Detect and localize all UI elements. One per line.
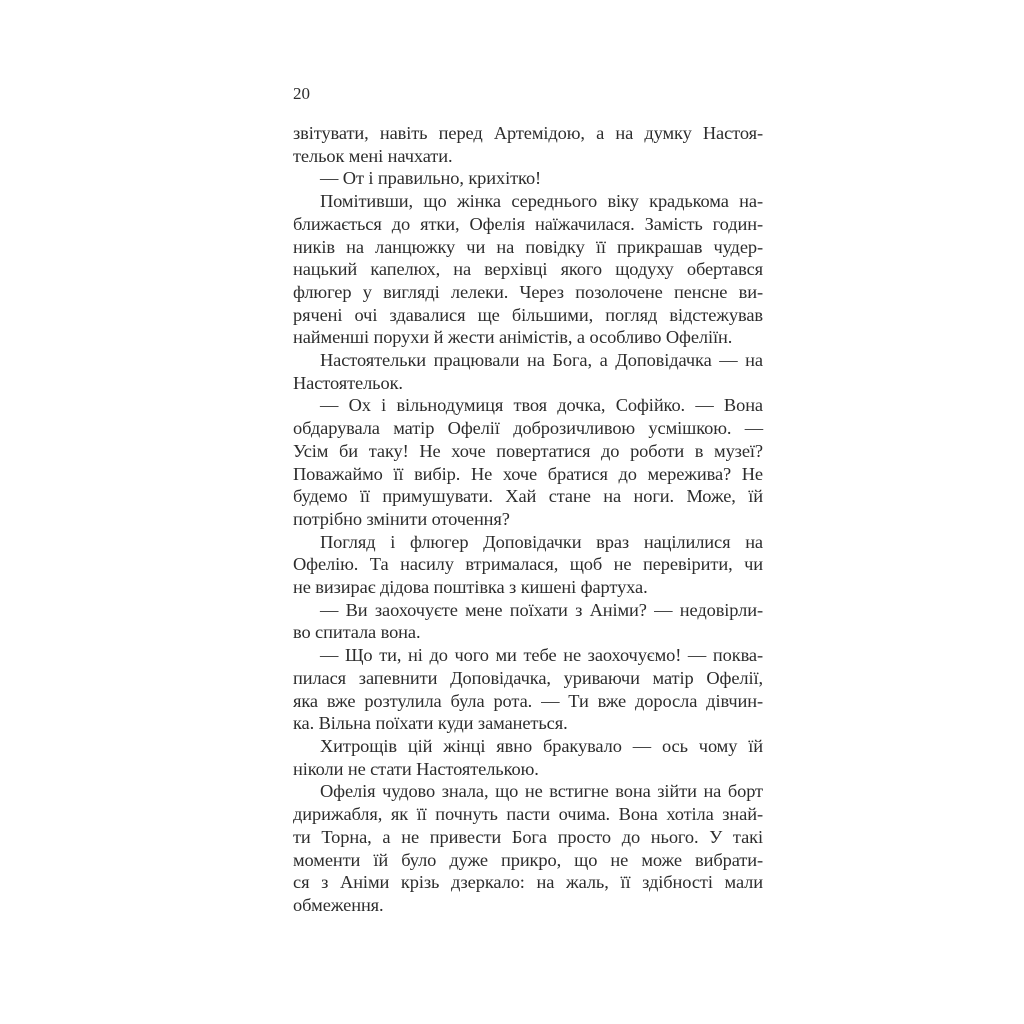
text-line: Настоятельки працювали на Бога, а Доповідачка — на <box>320 350 763 371</box>
text-line: ближається до ятки, Офелія наїжачилася. Замість годин- <box>293 213 763 234</box>
text-line: нацький капелюх, на верхівці якого щодуху обертався <box>293 259 763 280</box>
text-line: потрібно змінити оточення? <box>293 508 510 529</box>
text-line: Погляд і флюгер Доповідачки враз націлилися на <box>320 531 763 552</box>
text-line: Усім би таку! Не хоче повертатися до роботи в музеї? <box>293 440 763 461</box>
text-line: — Ох і вільнодумиця твоя дочка, Софійко. — Вона <box>320 395 763 416</box>
text-line: моменти їй було дуже прикро, що не може вибрати- <box>293 849 763 870</box>
page-text <box>293 122 763 917</box>
text-line: обмеження. <box>293 894 384 915</box>
text-line: найменші порухи й жести анімістів, а особливо Офеліїн. <box>293 327 733 348</box>
text-line: флюгер у вигляді лелеки. Через позолочене пенсне ви- <box>293 281 763 302</box>
text-line: звітувати, навіть перед Артемідою, а на думку Настоя- <box>293 123 763 143</box>
text-line: — Що ти, ні до чого ми тебе не заохочуємо! — поква- <box>320 645 763 666</box>
text-line: Настоятельок. <box>293 372 403 393</box>
text-line: ка. Вільна поїхати куди заманеться. <box>293 713 568 734</box>
text-line: Хитрощів цій жінці явно бракувало — ось чому їй <box>320 735 763 756</box>
text-line: обдарувала матір Офелії доброзичливою усмішкою. — <box>293 418 763 439</box>
text-line: дирижабля, як її почнуть пасти очима. Вона хотіла знай- <box>293 804 763 825</box>
text-line: ся з Аніми крізь дзеркало: на жаль, її здібності мали <box>293 872 763 893</box>
text-line: яка вже розтулила була рота. — Ти вже доросла дівчин- <box>293 690 763 711</box>
text-line: Офелія чудово знала, що не встигне вона зійти на борт <box>320 781 763 802</box>
text-line: Поважаймо її вибір. Не хоче братися до мережива? Не <box>293 463 763 484</box>
text-line: ти Торна, а не привести Бога просто до нього. У такі <box>293 826 763 847</box>
text-line: — От і правильно, крихітко! <box>320 168 542 189</box>
page-number: 20 <box>293 84 310 103</box>
text-line: Офелію. Та насилу втрималася, щоб не перевірити, чи <box>293 554 763 575</box>
text-line: тельок мені начхати. <box>293 145 453 166</box>
text-line: ників на ланцюжку чи на повідку її прикрашав чудер- <box>293 236 763 257</box>
text-line: рячені очі здавалися ще більшими, погляд відстежував <box>293 304 763 325</box>
text-line: Помітивши, що жінка середнього віку крадькома на- <box>320 191 763 212</box>
text-line: пилася запевнити Доповідачка, уриваючи матір Офелії, <box>293 667 763 688</box>
text-line: ніколи не стати Настоятелькою. <box>293 758 539 779</box>
text-line: — Ви заохочуєте мене поїхати з Аніми? — недовірли- <box>320 599 763 620</box>
text-line: не визирає дідова поштівка з кишені фартуха. <box>293 577 648 598</box>
text-line: будемо її примушувати. Хай стане на ноги. Може, їй <box>293 486 763 507</box>
text-line: во спитала вона. <box>293 622 421 643</box>
